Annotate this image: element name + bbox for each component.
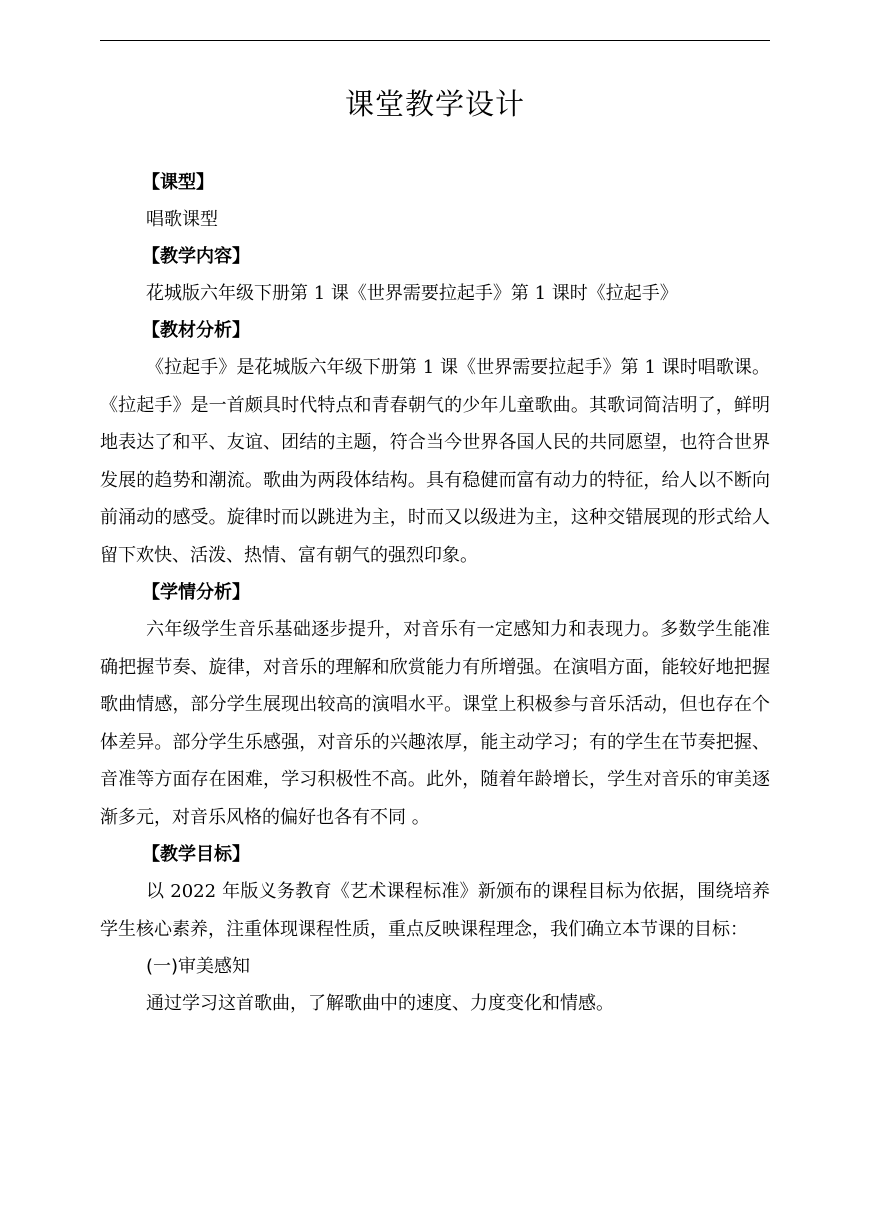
section-heading-teaching-content: 【教学内容】 [142,246,250,267]
subsection-text-aesthetic-perception: 通过学习这首歌曲，了解歌曲中的速度、力度变化和情感。 [146,993,614,1014]
subsection-heading-aesthetic-perception: (一)审美感知 [146,956,251,977]
document-title: 课堂教学设计 [344,87,525,121]
section-text-teaching-content: 花城版六年级下册第 1 课《世界需要拉起手》第 1 课时《拉起手》 [146,283,678,304]
section-text-student-analysis: 六年级学生音乐基础逐步提升，对音乐有一定感知力和表现力。多数学生能准确把握节奏、旋律，对音乐的理解和欣赏能力有所增强。在演唱方面，能较好地把握歌曲情感，部分学生展现出较高的演唱水平。课堂上积极参与音乐活动，但也存在个体差异。部分学生乐感强，对音乐的兴趣浓厚，能主动学习；有的学生在节奏把握、音准等方面存在困难，学习积极性不高。此外，随着年龄增长，学生对音乐的审美逐渐多元，对音乐风格的偏好也各有不同 。 [100,619,770,828]
header-rule [100,40,770,41]
section-text-textbook-analysis: 《拉起手》是花城版六年级下册第 1 课《世界需要拉起手》第 1 课时唱歌课。《拉起手》是一首颇具时代特点和青春朝气的少年儿童歌曲。其歌词简洁明了，鲜明地表达了和平、友谊、团结的主题，符合当今世界各国人民的共同愿望，也符合世界发展的趋势和潮流。歌曲为两段体结构。具有稳健而富有动力的特征，给人以不断向前涌动的感受。旋律时而以跳进为主，时而又以级进为主，这种交错展现的形式给人留下欢快、活泼、热情、富有朝气的强烈印象。 [100,357,770,566]
section-heading-lesson-type: 【课型】 [142,172,214,193]
document-body [100,164,770,1022]
section-text-lesson-type: 唱歌课型 [146,209,218,230]
section-heading-teaching-objectives: 【教学目标】 [142,844,250,865]
section-heading-textbook-analysis: 【教材分析】 [142,320,250,341]
section-heading-student-analysis: 【学情分析】 [142,582,250,603]
section-text-teaching-objectives: 以 2022 年版义务教育《艺术课程标准》新颁布的课程目标为依据，围绕培养学生核心素养，注重体现课程性质，重点反映课程理念，我们确立本节课的目标： [100,881,770,940]
